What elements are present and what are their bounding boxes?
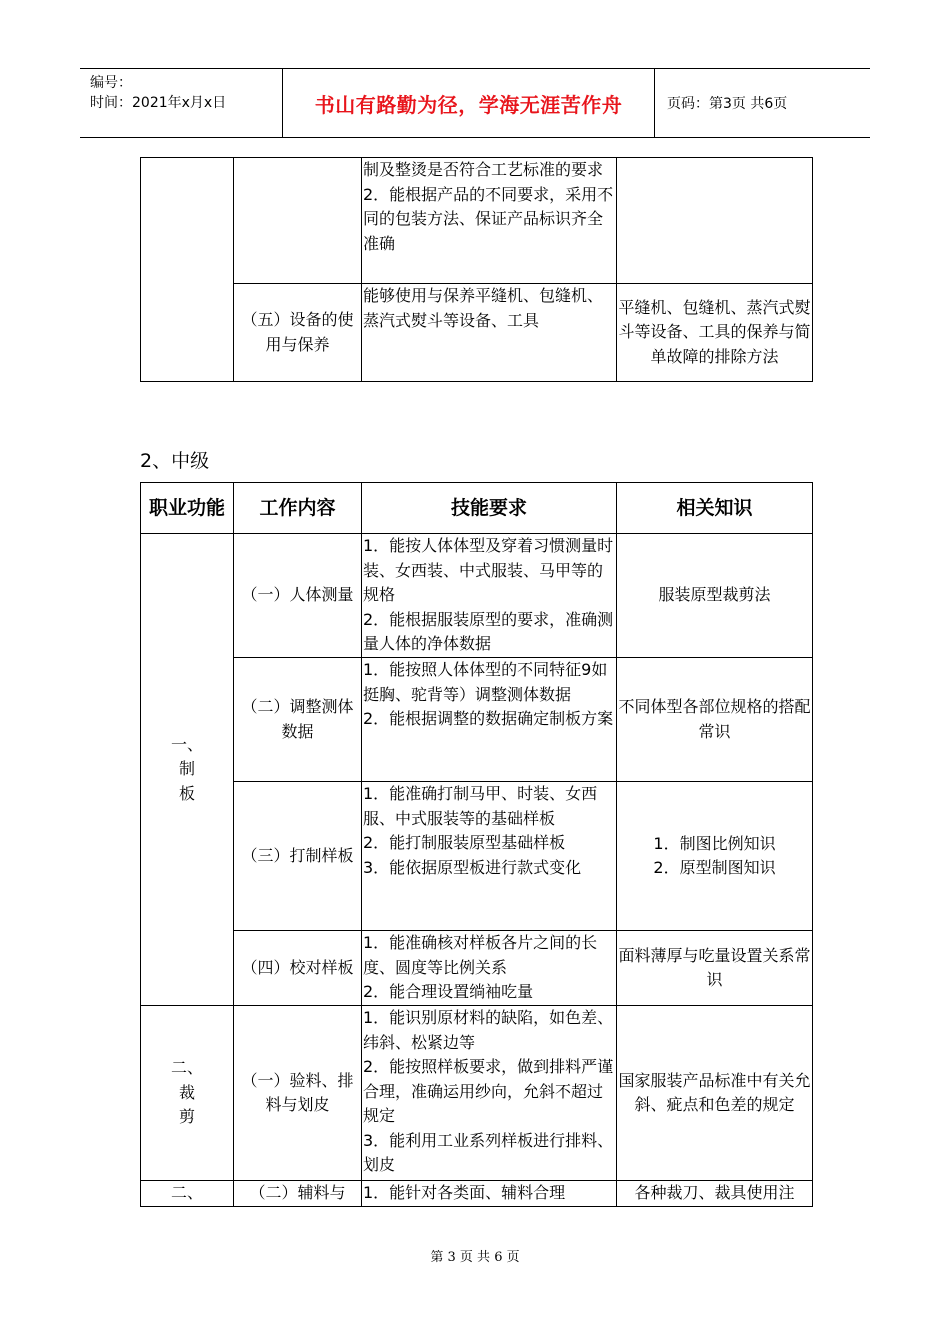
- knowledge-cell: 服装原型裁剪法: [617, 534, 813, 658]
- skill-cell: 1．能准确打制马甲、时装、女西服、中式服装等的基础样板 2．能打制服装原型基础样板 3．能依据原型板进行款式变化: [362, 782, 617, 931]
- table-continued: [140, 157, 813, 382]
- function-cell-cutting-cont: 二、: [141, 1181, 234, 1207]
- skill-cell: 能够使用与保养平缝机、包缝机、蒸汽式熨斗等设备、工具: [362, 284, 617, 382]
- content-cell: （二）调整测体数据: [234, 658, 362, 782]
- skill-cell: 1．能识别原材料的缺陷，如色差、纬斜、松紧边等 2．能按照样板要求，做到排料严谨合理，准确运用纱向，允斜不超过规定 3．能利用工业系列样板进行排料、划皮: [362, 1006, 617, 1181]
- table-row: [141, 658, 813, 782]
- table-header-row: [141, 483, 813, 534]
- knowledge-cell: 面料薄厚与吃量设置关系常识: [617, 931, 813, 1006]
- header-motto: 书山有路勤为径，学海无涯苦作舟: [283, 69, 655, 137]
- document-time: 时间：2021年x月x日: [90, 95, 227, 111]
- table-row: [141, 931, 813, 1006]
- content-cell: （五）设备的使用与保养: [234, 284, 362, 382]
- table-row: [141, 1181, 813, 1207]
- content-cell: （一）验料、排料与划皮: [234, 1006, 362, 1181]
- header-meta: [80, 69, 283, 137]
- skill-cell: 1．能针对各类面、辅料合理: [362, 1181, 617, 1207]
- knowledge-cell: 平缝机、包缝机、蒸汽式熨斗等设备、工具的保养与简单故障的排除方法: [617, 284, 813, 382]
- table-row: [141, 1006, 813, 1181]
- page-footer: 第 3 页 共 6 页: [430, 1250, 520, 1265]
- function-cell-pattern: 一、 制 板: [141, 534, 234, 1006]
- header-skill: 技能要求: [362, 483, 617, 534]
- header-function: 职业功能: [141, 483, 234, 534]
- skill-cell: 制及整烫是否符合工艺标准的要求 2．能根据产品的不同要求，采用不同的包装方法、保证产品标识齐全准确: [362, 158, 617, 284]
- content-cell: （四）校对样板: [234, 931, 362, 1006]
- skill-cell: 1．能按照人体体型的不同特征9如挺胸、驼背等）调整测体数据 2．能根据调整的数据确定制板方案: [362, 658, 617, 782]
- table-intermediate: [140, 482, 813, 1207]
- table-row: [141, 534, 813, 658]
- section-title: 2、中级: [140, 450, 210, 472]
- function-cell: [141, 158, 234, 382]
- content-cell: （一）人体测量: [234, 534, 362, 658]
- content-cell: （三）打制样板: [234, 782, 362, 931]
- table-row: [141, 782, 813, 931]
- page-header: [80, 68, 870, 138]
- function-cell-cutting: 二、 裁 剪: [141, 1006, 234, 1181]
- skill-cell: 1．能按人体体型及穿着习惯测量时装、女西装、中式服装、马甲等的规格 2．能根据服装原型的要求，准确测量人体的净体数据: [362, 534, 617, 658]
- content-cell: （二）辅料与: [234, 1181, 362, 1207]
- table-row: [141, 284, 813, 382]
- table-row: [141, 158, 813, 284]
- header-content: 工作内容: [234, 483, 362, 534]
- header-knowledge: 相关知识: [617, 483, 813, 534]
- skill-cell: 1．能准确核对样板各片之间的长度、圆度等比例关系 2．能合理设置绱袖吃量: [362, 931, 617, 1006]
- document-number: 编号：: [90, 75, 132, 91]
- content-cell: [234, 158, 362, 284]
- knowledge-cell: 国家服装产品标准中有关允斜、疵点和色差的规定: [617, 1006, 813, 1181]
- knowledge-cell: 各种裁刀、裁具使用注: [617, 1181, 813, 1207]
- knowledge-cell: [617, 158, 813, 284]
- header-page-number: 页码：第3页 共6页: [667, 96, 788, 112]
- knowledge-cell: 1．制图比例知识 2．原型制图知识: [617, 782, 813, 931]
- knowledge-cell: 不同体型各部位规格的搭配常识: [617, 658, 813, 782]
